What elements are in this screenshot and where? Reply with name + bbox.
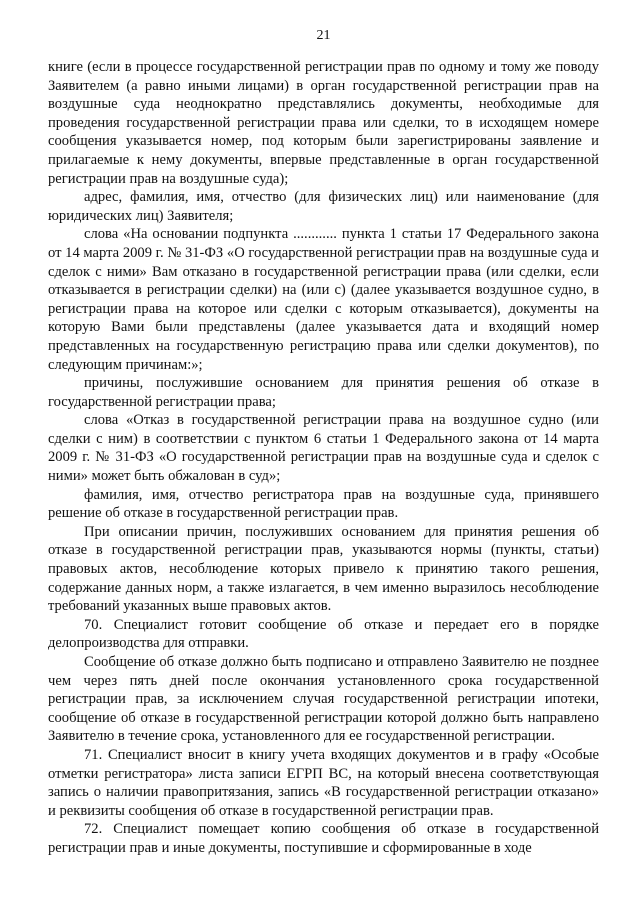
paragraph-description-of-reasons: При описании причин, послуживших основанием для принятия решения об отказе в государственной регистрации прав, указываются нормы (пункты, статьи) правовых актов, несоблюдение которых привело к принятию такого решения, содержание данных норм, а также излагается, в чем именно выразилось несоблюдение требований указанных выше правовых актов. [48, 523, 599, 615]
paragraph-reasons: причины, послужившие основанием для принятия решения об отказе в государственной регистрации права; [48, 375, 599, 410]
paragraph-refusal-wording: слова «На основании подпункта ............ пункта 1 статьи 17 Федерального закона от 14 марта 2009 г. № 31-ФЗ «О государственной регистрации прав на воздушные суда и сделок с ними» Вам отказано в государственной регистрации права (или сделки, если отказывается в регистрации сделки) на (или с) (далее указывается воздушное судно, в регистрации права на которое или сделки с которым отказывается), документы на которую Вами были представлены (далее указывается дата и входящий номер представленных на государственную регистрацию права или сделки документов), по следующим причинам:»; [48, 226, 599, 373]
paragraph-item-70: 70. Специалист готовит сообщение об отказе и передает его в порядке делопроизводства для отправки. [48, 616, 599, 652]
paragraph-applicant-address: адрес, фамилия, имя, отчество (для физических лиц) или наименование (для юридических лиц) Заявителя; [48, 189, 599, 224]
paragraph-item-72: 72. Специалист помещает копию сообщения об отказе в государственной регистрации прав и иные документы, поступившие и сформированные в ходе [48, 821, 599, 856]
paragraph-registrar-name: фамилия, имя, отчество регистратора прав на воздушные суда, принявшего решение об отказе в государственной регистрации прав. [48, 486, 599, 522]
paragraph-continuation: книге (если в процессе государственной регистрации прав по одному и тому же поводу Заявителем (а равно иными лицами) в орган государственной регистрации прав на воздушные суда неоднократно представлялись документы, необходимые для проведения государственной регистрации права или сделки, то в исходящем номере сообщения указывается номер, под которым были зарегистрированы заявление и прилагаемые к нему документы, впервые представленные в орган государственной регистрации прав на воздушные суда); [48, 59, 599, 187]
paragraph-appeal-wording: слова «Отказ в государственной регистрации права на воздушное судно (или сделки с ним) в соответствии с пунктом 6 статьи 1 Федерального закона от 14 марта 2009 г. № 31-ФЗ «О государственной регистрации прав на воздушные суда и сделок с ними» может быть обжалован в суд»; [48, 412, 599, 485]
paragraph-item-71: 71. Специалист вносит в книгу учета входящих документов и в графу «Особые отметки регистратора» листа записи ЕГРП ВС, на который внесена соответствующая запись о наличии правопритязания, запись «В государственной регистрации отказано» и реквизиты сообщения об отказе в государственной регистрации прав. [48, 746, 599, 819]
paragraph-refusal-deadline: Сообщение об отказе должно быть подписано и отправлено Заявителю не позднее чем через пять дней после окончания установленного срока государственной регистрации прав, за исключением случая государственной регистрации ипотеки, сообщение об отказе в государственной регистрации которой должно быть направлено Заявителю в течение срока, установленного для ее государственной регистрации. [48, 654, 599, 745]
page-number: 21 [316, 28, 331, 43]
